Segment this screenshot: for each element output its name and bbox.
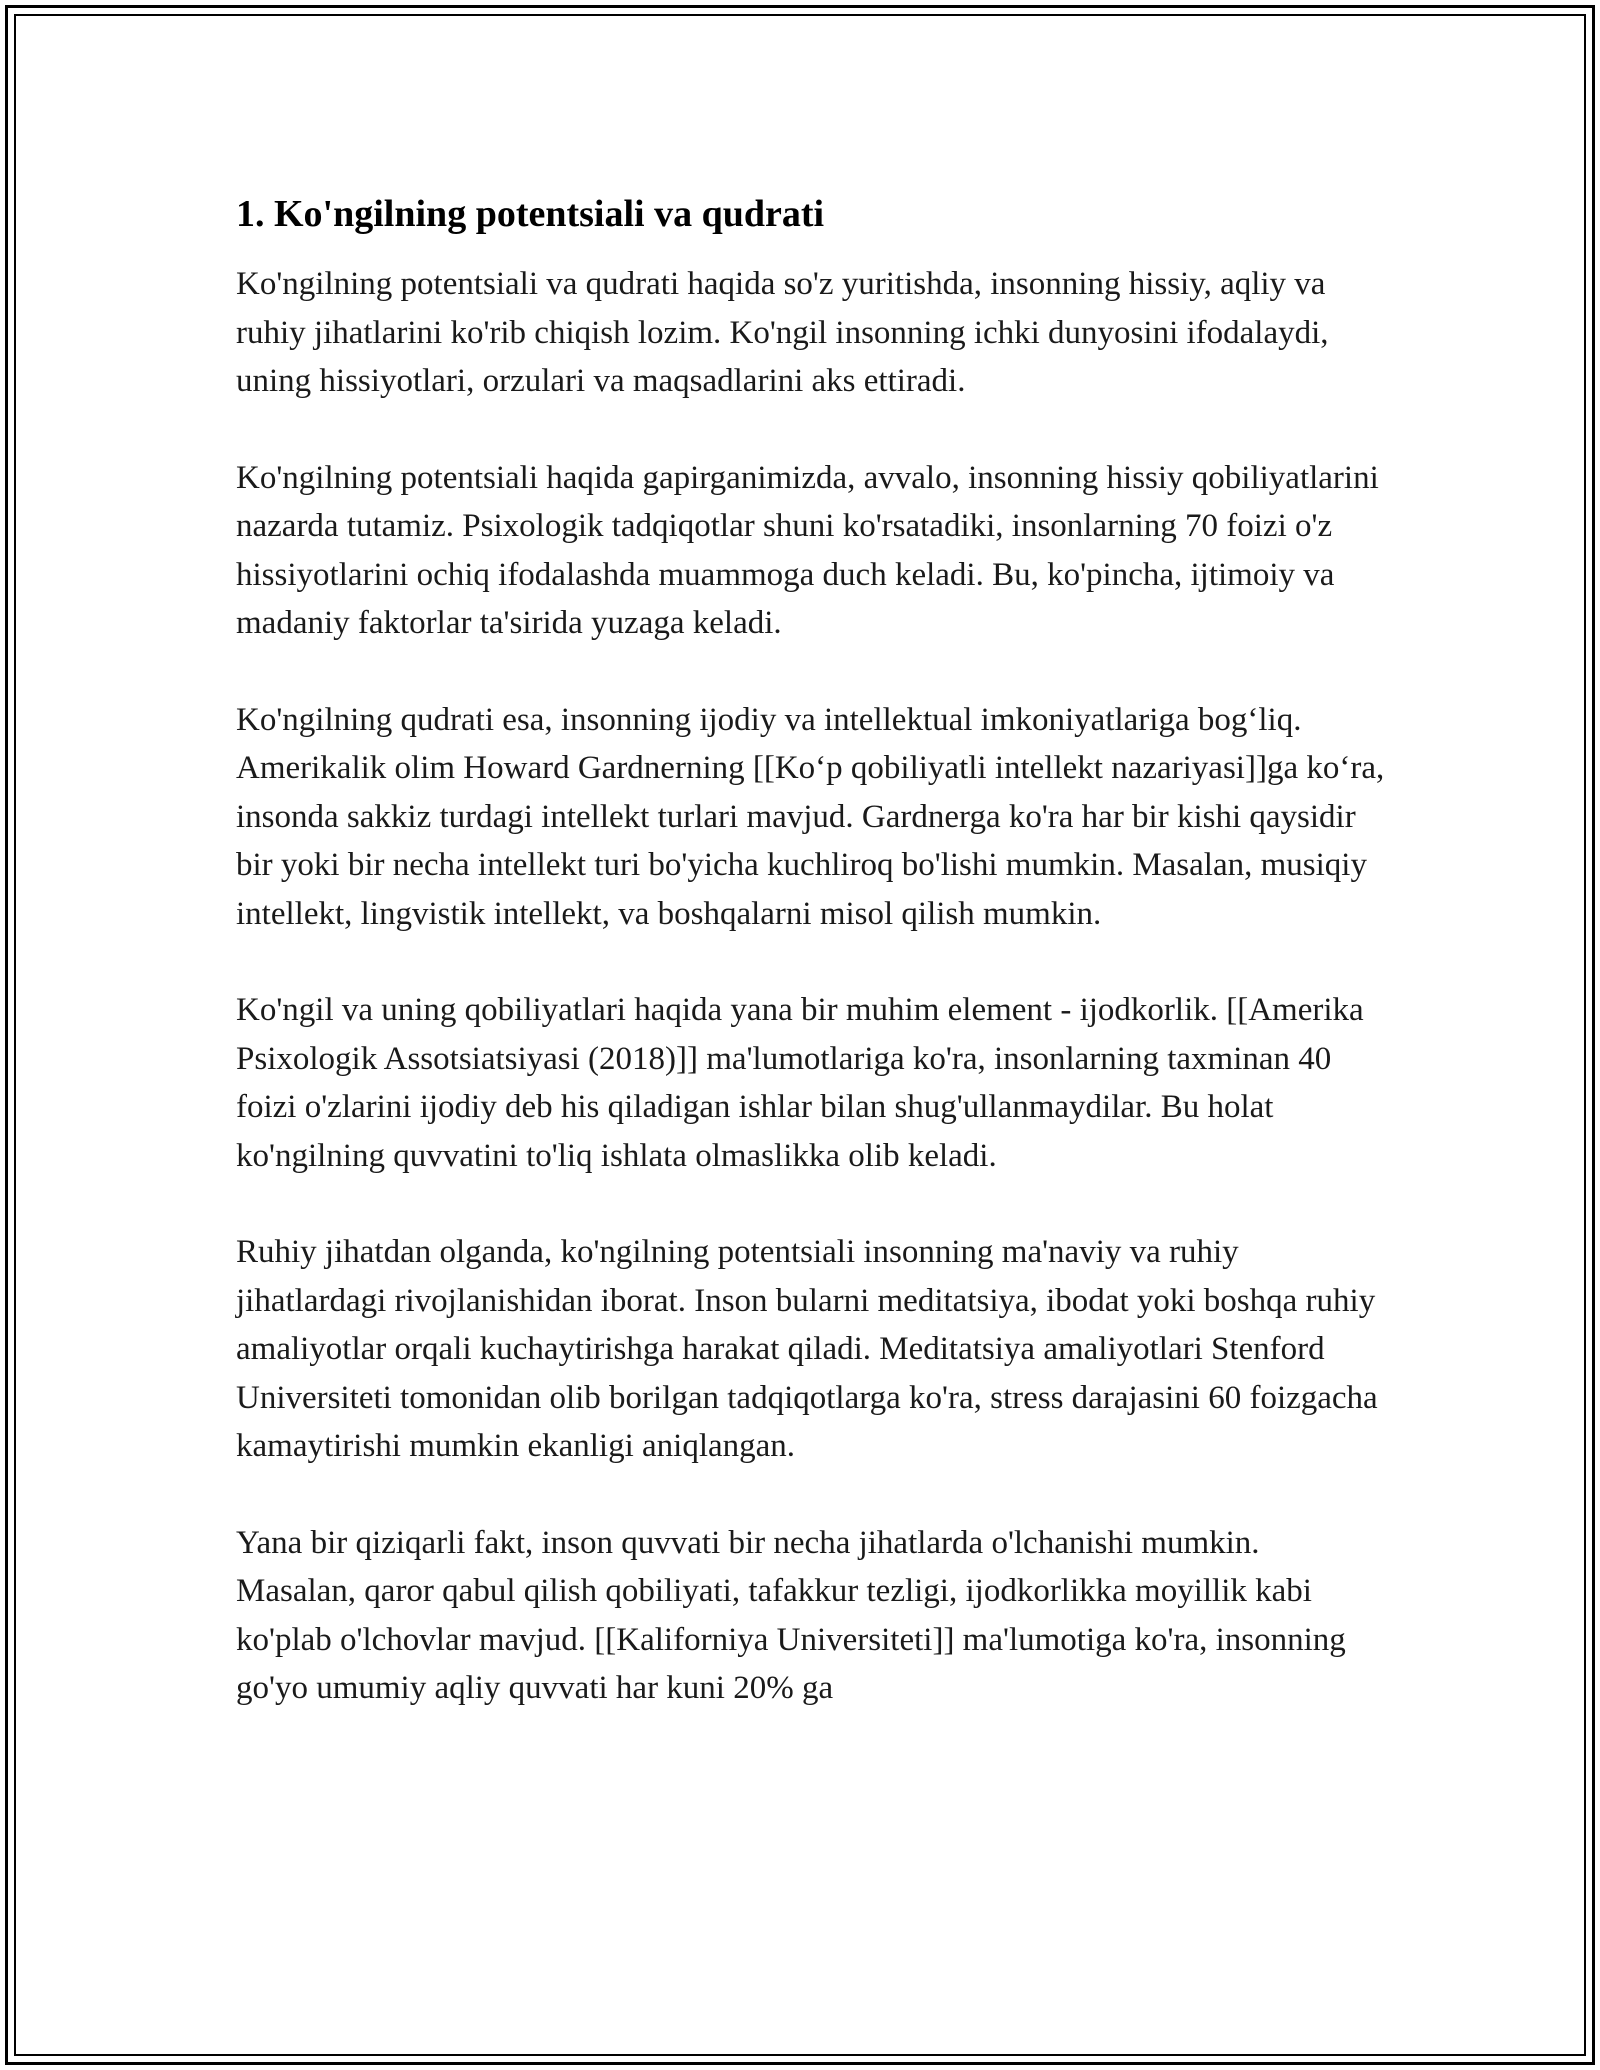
document-body xyxy=(236,188,1386,1761)
paragraph-power: Ko'ngilning qudrati esa, insonning ijodiy va intellektual imkoniyatlariga bog‘liq. Amerikalik olim Howard Gardnerning [[Ko‘p qobiliyatli intellekt nazariyasi]]ga ko‘ra, insonda sakkiz turdagi intellekt turlari mavjud. Gardnerga ko'ra har bir kishi qaysidir bir yoki bir necha intellekt turi bo'yicha kuchliroq bo'lishi mumkin. Masalan, musiqiy intellekt, lingvistik intellekt, va boshqalarni misol qilish mumkin. xyxy=(236,701,1385,932)
paragraph-creativity: Ko'ngil va uning qobiliyatlari haqida yana bir muhim element - ijodkorlik. [[Amerika Psixologik Assotsiatsiyasi (2018)]] ma'lumotlariga ko'ra, insonlarning taxminan 40 foizi o'zlarini ijodiy deb his qiladigan ishlar bilan shug'ullanmaydilar. Bu holat ko'ngilning quvvatini to'liq ishlata olmaslikka olib keladi. xyxy=(236,992,1364,1174)
paragraph-measurement: Yana bir qiziqarli fakt, inson quvvati bir necha jihatlarda o'lchanishi mumkin. Masalan, qaror qabul qilish qobiliyati, tafakkur tezligi, ijodkorlikka moyillik kabi ko'plab o'lchovlar mavjud. [[Kaliforniya Universiteti]] ma'lumotiga ko'ra, insonning go'yo umumiy aqliy quvvati har kuni 20% ga xyxy=(236,1524,1346,1706)
paragraph-spiritual: Ruhiy jihatdan olganda, ko'ngilning potentsiali insonning ma'naviy va ruhiy jihatlardagi rivojlanishidan iborat. Inson bularni meditatsiya, ibodat yoki boshqa ruhiy amaliyotlar orqali kuchaytirishga harakat qiladi. Meditatsiya amaliyotlari Stenford Universiteti tomonidan olib borilgan tadqiqotlarga ko'ra, stress darajasini 60 foizgacha kamaytirishi mumkin ekanligi aniqlangan. xyxy=(236,1234,1378,1464)
paragraph-intro: Ko'ngilning potentsiali va qudrati haqida so'z yuritishda, insonning hissiy, aqliy va ruhiy jihatlarini ko'rib chiqish lozim. Ko'ngil insonning ichki dunyosini ifodalaydi, uning hissiyotlari, orzulari va maqsadlarini aks ettiradi. xyxy=(236,266,1329,399)
paragraph-potential: Ko'ngilning potentsiali haqida gapirganimizda, avvalo, insonning hissiy qobiliyatlarini nazarda tutamiz. Psixologik tadqiqotlar shuni ko'rsatadiki, insonlarning 70 foizi o'z hissiyotlarini ochiq ifodalashda muammoga duch keladi. Bu, ko'pincha, ijtimoiy va madaniy faktorlar ta'sirida yuzaga keladi. xyxy=(236,459,1379,641)
section-heading: 1. Ko'ngilning potentsiali va qudrati xyxy=(236,193,825,235)
